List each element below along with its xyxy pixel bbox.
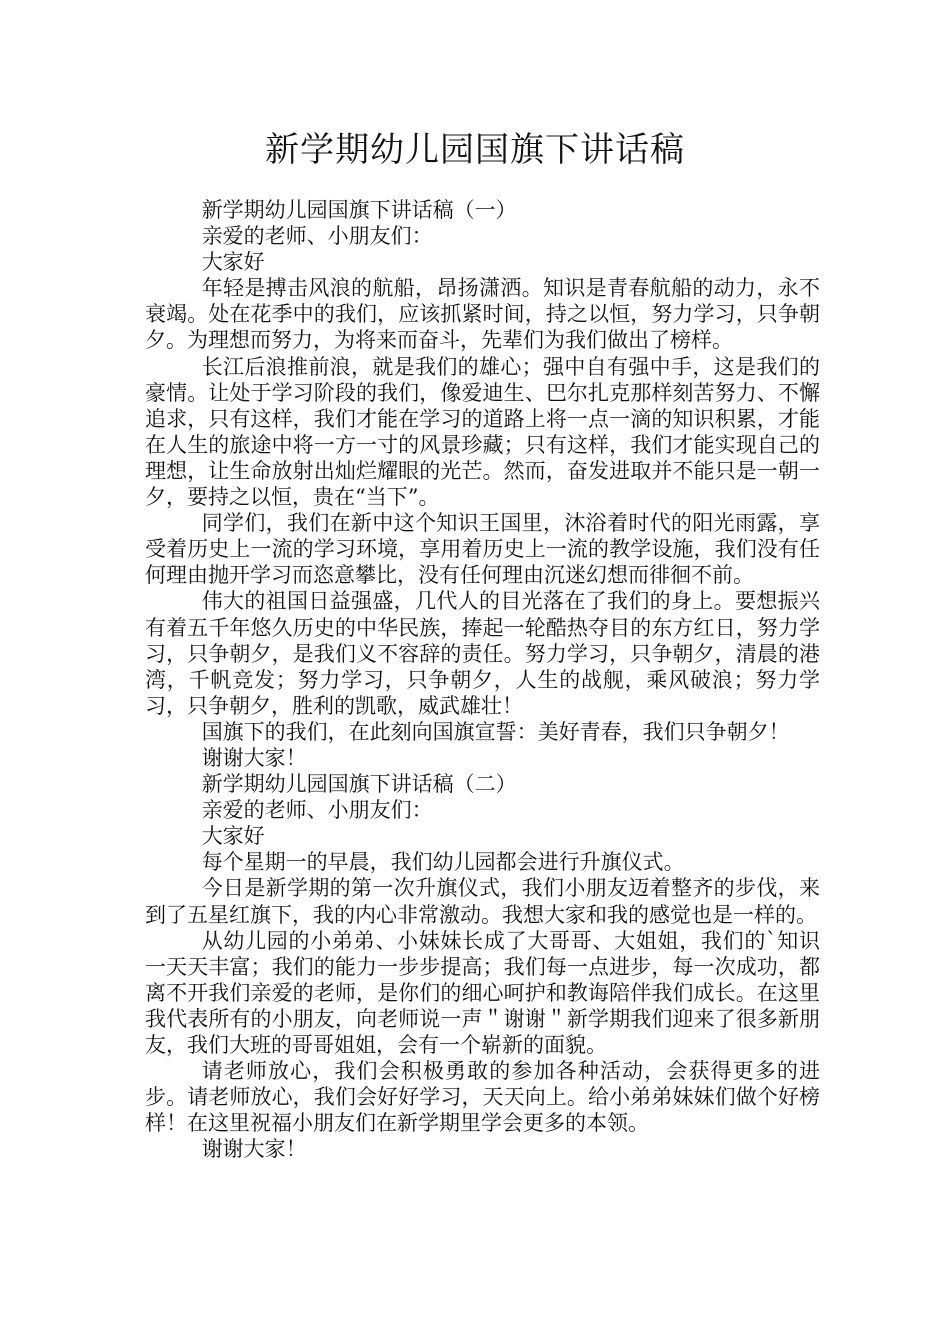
speech-2-greeting: 大家好 (201, 824, 265, 849)
speech-1-heading: 新学期幼儿园国旗下讲话稿（一） (201, 198, 517, 222)
speech-2-paragraph: 今日是新学期的第一次升旗仪式，我们小朋友迈着整齐的步伐，来到了五星红旗下，我的内心非常激动。我想大家和我的感觉也是一样的。 (145, 876, 820, 927)
speech-2-heading: 新学期幼儿园国旗下讲话稿（二） (201, 772, 517, 797)
speech-1-closing: 谢谢大家！ (201, 745, 307, 770)
document-title: 新学期幼儿园国旗下讲话稿 (265, 130, 685, 170)
speech-1-paragraph: 同学们，我们在新中这个知识王国里，沐浴着时代的阳光雨露，享受着历史上一流的学习环境，享用着历史上一流的教学设施，我们没有任何理由抛开学习而恣意攀比，没有任何理由沉迷幻想而徘徊不前。 (145, 511, 820, 588)
speech-2-paragraph: 请老师放心，我们会积极勇敢的参加各种活动，会获得更多的进步。请老师放心，我们会好好学习，天天向上。给小弟弟妹妹们做个好榜样！在这里祝福小朋友们在新学期里学会更多的本领。 (145, 1059, 820, 1136)
speech-1-paragraph: 长江后浪推前浪，就是我们的雄心；强中自有强中手，这是我们的豪情。让处于学习阶段的我们，像爱迪生、巴尔扎克那样刻苦努力、不懈追求，只有这样，我们才能在学习的道路上将一点一滴的知识积累，才能在人生的旅途中将一方一寸的风景珍藏；只有这样，我们才能实现自己的理想，让生命放射出灿烂耀眼的光芒。然而，奋发进取并不能只是一朝一夕，要持之以恒，贵在“当下”。 (145, 354, 820, 510)
speech-1-paragraph: 伟大的祖国日益强盛，几代人的目光落在了我们的身上。要想振兴有着五千年悠久历史的中华民族，捧起一轮酷热夺目的东方红日，努力学习，只争朝夕，是我们义不容辞的责任。努力学习，只争朝夕，清晨的港湾，千帆竞发；努力学习，只争朝夕，人生的战舰，乘风破浪；努力学习，只争朝夕，胜利的凯歌，威武雄壮！ (145, 589, 820, 718)
speech-1-salutation: 亲爱的老师、小朋友们： (201, 224, 433, 249)
speech-2-paragraph: 从幼儿园的小弟弟、小妹妹长成了大哥哥、大姐姐，我们的`知识一天天丰富；我们的能力一步步提高；我们每一点进步，每一次成功，都离不开我们亲爱的老师，是你们的细心呵护和教诲陪伴我们成长。在这里我代表所有的小朋友，向老师说一声＂谢谢＂新学期我们迎来了很多新朋友，我们大班的哥哥姐姐，会有一个崭新的面貌。 (145, 928, 820, 1057)
speech-1-greeting: 大家好 (201, 250, 265, 275)
speech-1-paragraph: 年轻是搏击风浪的航船，昂扬潇洒。知识是青春航船的动力，永不衰竭。处在花季中的我们，应该抓紧时间，持之以恒，努力学习，只争朝夕。为理想而努力，为将来而奋斗，先辈们为我们做出了榜样。 (145, 276, 820, 353)
document-body (145, 197, 820, 1162)
speech-1-pledge: 国旗下的我们，在此刻向国旗宣誓：美好青春，我们只争朝夕！ (201, 719, 790, 744)
speech-2-closing: 谢谢大家！ (201, 1137, 307, 1162)
speech-2-salutation: 亲爱的老师、小朋友们： (201, 798, 433, 823)
speech-2-paragraph: 每个星期一的早晨，我们幼儿园都会进行升旗仪式。 (201, 850, 685, 875)
